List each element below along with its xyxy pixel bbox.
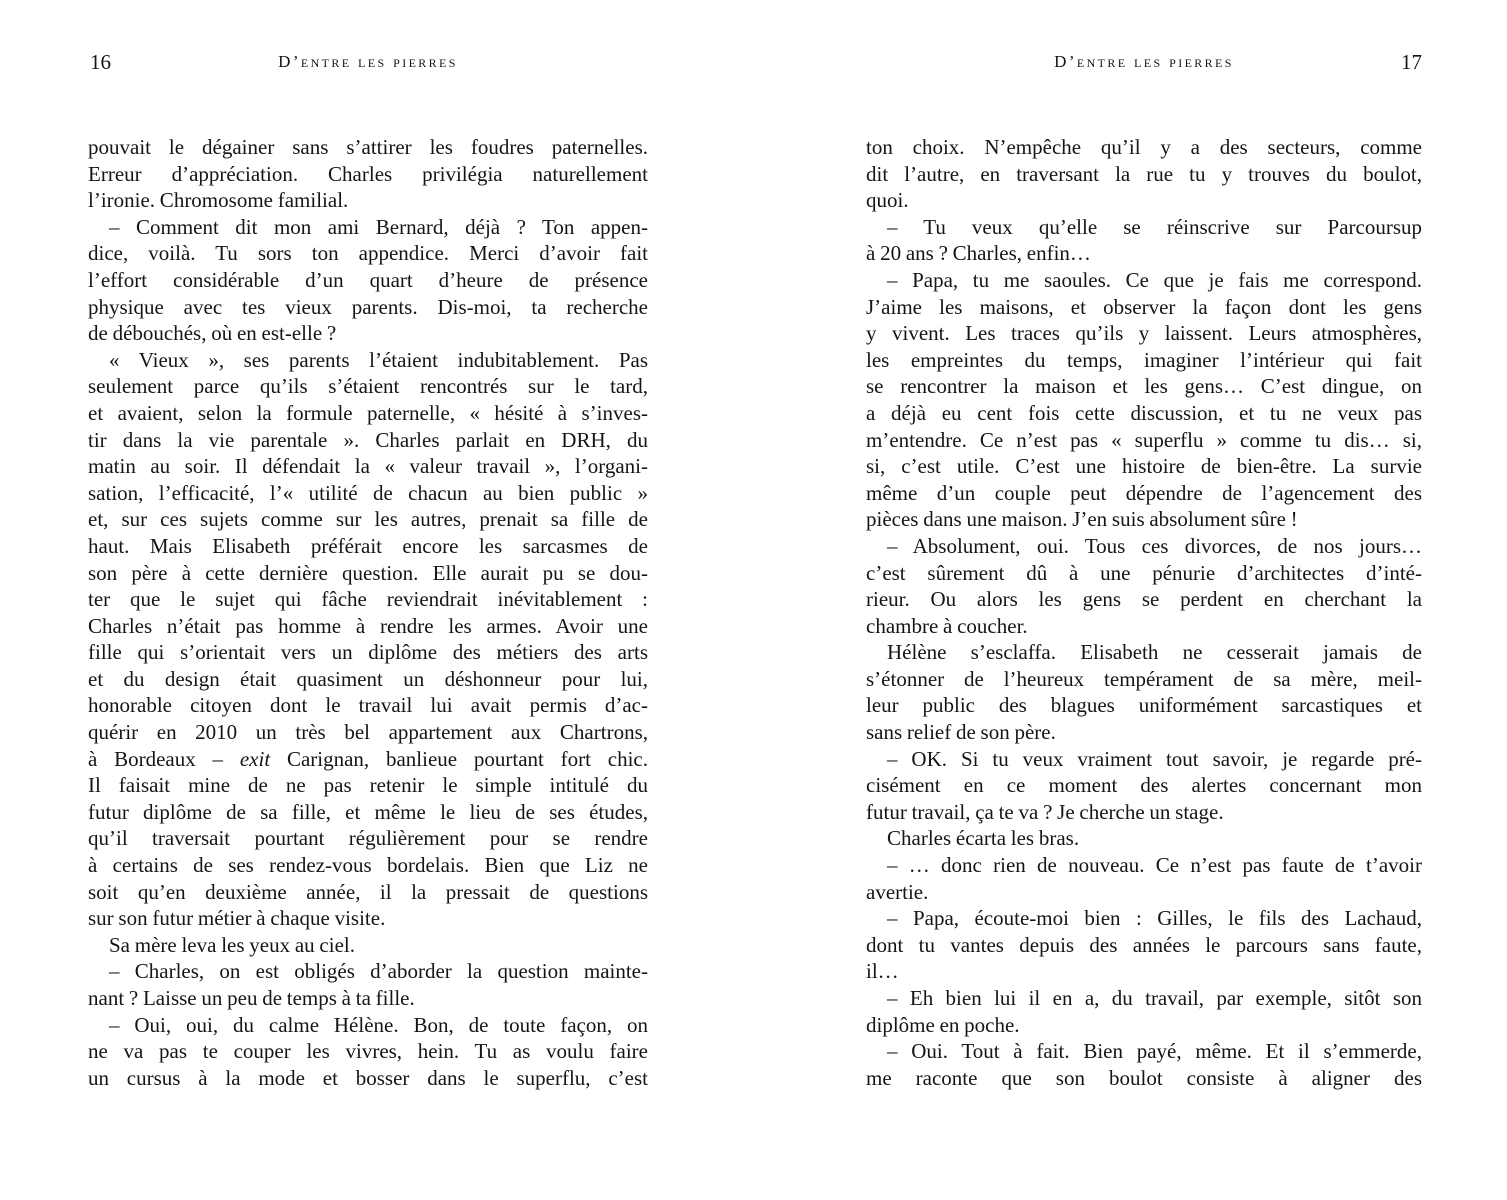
- text-run: – Eh bien lui il en a, du travail, par exemple, sitôt son: [887, 986, 1422, 1010]
- text-run: à 20 ans ? Charles, enfin…: [866, 241, 1091, 266]
- text-line: [866, 400, 1422, 427]
- text-line: [866, 639, 1422, 666]
- text-line: [866, 294, 1422, 321]
- italic-run: exit: [239, 746, 271, 771]
- text-run: de débouchés, où en est-elle ?: [88, 321, 337, 346]
- text-run: même d’un couple peut dépendre de l’agencement des: [866, 480, 1422, 505]
- text-line: [866, 240, 1422, 267]
- text-run: me raconte que son boulot consiste à aligner des: [866, 1065, 1422, 1090]
- text-run: et du design était quasiment un déshonneur pour lui,: [88, 666, 648, 691]
- text-run: sation, l’efficacité, l’« utilité de chacun au bien public »: [88, 480, 648, 505]
- text-line: [88, 799, 648, 826]
- text-run: un cursus à la mode et bosser dans le superflu, c’est: [88, 1065, 648, 1090]
- text-run: se rencontrer la maison et les gens… C’est dingue, on: [866, 374, 1422, 399]
- text-line: [88, 427, 648, 454]
- text-run: – Papa, écoute-moi bien : Gilles, le fils des Lachaud,: [887, 906, 1422, 931]
- text-line: [88, 320, 648, 347]
- text-line: [866, 1012, 1422, 1039]
- text-run: son père à cette dernière question. Elle aurait pu se dou-: [88, 560, 648, 585]
- text-line: [866, 958, 1422, 985]
- text-line: [866, 1038, 1422, 1065]
- page-17: [866, 0, 1422, 1200]
- text-line: [88, 1038, 648, 1065]
- text-run: c’est sûrement dû à une pénurie d’architectes d’inté-: [866, 560, 1422, 585]
- text-line: [88, 586, 648, 613]
- text-line: [866, 1065, 1422, 1092]
- text-line: [88, 161, 648, 188]
- text-run: Erreur d’appréciation. Charles privilégia naturellement: [88, 161, 648, 186]
- text-line: [88, 373, 648, 400]
- text-run: ne va pas te couper les vivres, hein. Tu as voulu faire: [88, 1039, 648, 1064]
- text-line: [88, 400, 648, 427]
- text-line: [88, 267, 648, 294]
- text-line: [866, 772, 1422, 799]
- text-run: rieur. Ou alors les gens se perdent en cherchant la: [866, 587, 1422, 612]
- text-run: diplôme en poche.: [866, 1012, 1020, 1037]
- text-run: « Vieux », ses parents l’étaient indubitablement. Pas: [109, 347, 648, 372]
- text-line: [88, 240, 648, 267]
- text-run: leur public des blagues uniformément sarcastiques et: [866, 693, 1422, 718]
- text-run: Charles écarta les bras.: [887, 826, 1080, 851]
- text-run: sans relief de son père.: [866, 720, 1056, 745]
- text-line: [866, 852, 1422, 879]
- text-line: [88, 1012, 648, 1039]
- text-run: ton choix. N’empêche qu’il y a des secteurs, comme: [866, 135, 1422, 159]
- text-line: [866, 427, 1422, 454]
- text-run: futur travail, ça te va ? Je cherche un stage.: [866, 799, 1224, 824]
- text-line: [866, 134, 1422, 161]
- text-line: [866, 560, 1422, 587]
- text-run: qu’il traversait pourtant régulièrement pour se rendre: [88, 826, 648, 851]
- text-line: [88, 134, 648, 161]
- text-line: [866, 347, 1422, 374]
- text-run: haut. Mais Elisabeth préférait encore les sarcasmes de: [88, 533, 648, 558]
- text-line: [866, 825, 1422, 852]
- text-line: [866, 506, 1422, 533]
- text-run: Hélène s’esclaffa. Elisabeth ne cesserait jamais de: [887, 640, 1422, 665]
- text-run: honorable citoyen dont le travail lui avait permis d’ac-: [88, 693, 648, 718]
- text-run: – Oui. Tout à fait. Bien payé, même. Et il s’emmerde,: [887, 1039, 1422, 1064]
- text-run: fille qui s’orientait vers un diplôme des métiers des arts: [88, 640, 648, 665]
- text-run: – Tu veux qu’elle se réinscrive sur Parcoursup: [887, 214, 1422, 239]
- text-run: ter que le sujet qui fâche reviendrait inévitablement :: [88, 587, 648, 612]
- text-run: – Comment dit mon ami Bernard, déjà ? Ton appen-: [109, 214, 648, 239]
- text-run: matin au soir. Il défendait la « valeur travail », l’organi-: [88, 454, 648, 479]
- text-run: si, c’est utile. C’est une histoire de bien-être. La survie: [866, 454, 1422, 479]
- text-run: Carignan, banlieue pourtant fort chic.: [270, 746, 648, 771]
- text-run: – Papa, tu me saoules. Ce que je fais me correspond.: [887, 267, 1422, 292]
- text-run: J’aime les maisons, et observer la façon dont les gens: [866, 294, 1422, 319]
- text-line: [866, 692, 1422, 719]
- text-line: [88, 692, 648, 719]
- text-run: m’entendre. Ce n’est pas « superflu » comme tu dis… si,: [866, 427, 1422, 452]
- text-run: Charles n’était pas homme à rendre les armes. Avoir une: [88, 613, 648, 638]
- text-line: [866, 613, 1422, 640]
- text-run: – … donc rien de nouveau. Ce n’est pas faute de t’avoir: [887, 853, 1422, 878]
- text-line: [866, 905, 1422, 932]
- page-body: [866, 134, 1422, 1091]
- text-line: [866, 985, 1422, 1012]
- text-line: [866, 320, 1422, 347]
- text-run: dont tu vantes depuis des années le parcours sans faute,: [866, 932, 1422, 957]
- text-run: pièces dans une maison. J’en suis absolument sûre !: [866, 507, 1298, 532]
- text-run: quérir en 2010 un très bel appartement aux Chartrons,: [88, 720, 648, 745]
- text-run: Sa mère leva les yeux au ciel.: [109, 932, 355, 957]
- page-body: [88, 134, 648, 1091]
- text-line: [88, 187, 648, 214]
- text-line: [88, 825, 648, 852]
- text-line: [88, 932, 648, 959]
- text-run: – Charles, on est obligés d’aborder la question mainte-: [109, 959, 648, 984]
- text-run: pouvait le dégainer sans s’attirer les foudres paternelles.: [88, 135, 648, 159]
- text-line: [88, 480, 648, 507]
- text-line: [866, 932, 1422, 959]
- text-run: avertie.: [866, 879, 929, 904]
- text-run: dice, voilà. Tu sors ton appendice. Merci d’avoir fait: [88, 241, 648, 266]
- text-line: [88, 985, 648, 1012]
- text-run: s’étonner de l’heureux tempérament de sa mère, meil-: [866, 666, 1422, 691]
- page-number: 17: [1401, 50, 1422, 74]
- text-line: [866, 533, 1422, 560]
- text-run: a déjà eu cent fois cette discussion, et tu ne veux pas: [866, 400, 1422, 425]
- text-run: y vivent. Les traces qu’ils y laissent. Leurs atmosphères,: [866, 321, 1422, 346]
- text-line: [88, 905, 648, 932]
- text-line: [88, 506, 648, 533]
- text-run: physique avec tes vieux parents. Dis-moi, ta recherche: [88, 294, 648, 319]
- text-line: [88, 666, 648, 693]
- text-run: il…: [866, 959, 899, 984]
- page-header: [88, 50, 648, 76]
- text-run: l’ironie. Chromosome familial.: [88, 188, 349, 213]
- page-16: [88, 0, 648, 1200]
- text-run: nant ? Laisse un peu de temps à ta fille.: [88, 986, 415, 1010]
- text-line: [866, 480, 1422, 507]
- text-line: [88, 879, 648, 906]
- text-run: seulement parce qu’ils s’étaient rencontrés sur le tard,: [88, 374, 648, 399]
- text-run: et, sur ces sujets comme sur les autres, prenait sa fille de: [88, 507, 648, 532]
- text-run: et avaient, selon la formule paternelle, « hésité à s’inves-: [88, 400, 648, 425]
- text-run: – Absolument, oui. Tous ces divorces, de nos jours…: [887, 533, 1422, 558]
- text-run: quoi.: [866, 188, 909, 213]
- text-line: [88, 719, 648, 746]
- text-line: [88, 746, 648, 773]
- text-line: [866, 746, 1422, 773]
- text-line: [88, 453, 648, 480]
- text-line: [866, 719, 1422, 746]
- text-line: [866, 214, 1422, 241]
- text-line: [88, 852, 648, 879]
- text-line: [866, 586, 1422, 613]
- page-header: [866, 50, 1422, 76]
- text-run: cisément en ce moment des alertes concernant mon: [866, 773, 1422, 798]
- running-title: D’entre les pierres: [1054, 52, 1234, 71]
- text-line: [88, 214, 648, 241]
- page-number: 16: [90, 50, 111, 74]
- text-run: les empreintes du temps, imaginer l’intérieur qui fait: [866, 347, 1422, 372]
- text-line: [866, 161, 1422, 188]
- text-line: [88, 533, 648, 560]
- text-line: [88, 958, 648, 985]
- text-line: [88, 560, 648, 587]
- text-run: sur son futur métier à chaque visite.: [88, 906, 386, 931]
- text-run: futur diplôme de sa fille, et même le lieu de ses études,: [88, 799, 648, 824]
- running-title: D’entre les pierres: [278, 52, 458, 71]
- text-run: chambre à coucher.: [866, 613, 1028, 638]
- text-line: [88, 639, 648, 666]
- text-line: [88, 772, 648, 799]
- text-line: [88, 294, 648, 321]
- text-run: dit l’autre, en traversant la rue tu y trouves du boulot,: [866, 161, 1422, 186]
- text-line: [88, 1065, 648, 1092]
- text-run: Il faisait mine de ne pas retenir le simple intitulé du: [88, 773, 648, 798]
- text-line: [866, 267, 1422, 294]
- text-line: [866, 187, 1422, 214]
- text-run: l’effort considérable d’un quart d’heure de présence: [88, 267, 648, 292]
- text-run: – OK. Si tu veux vraiment tout savoir, je regarde pré-: [887, 746, 1422, 771]
- text-run: – Oui, oui, du calme Hélène. Bon, de toute façon, on: [109, 1012, 648, 1037]
- text-line: [866, 799, 1422, 826]
- text-line: [866, 879, 1422, 906]
- text-run: tir dans la vie parentale ». Charles parlait en DRH, du: [88, 427, 648, 452]
- text-line: [866, 666, 1422, 693]
- text-run: à Bordeaux –: [88, 746, 240, 771]
- text-line: [88, 347, 648, 374]
- text-line: [88, 613, 648, 640]
- text-run: à certains de ses rendez-vous bordelais. Bien que Liz ne: [88, 853, 648, 878]
- text-line: [866, 373, 1422, 400]
- text-run: soit qu’en deuxième année, il la pressait de questions: [88, 879, 648, 904]
- text-line: [866, 453, 1422, 480]
